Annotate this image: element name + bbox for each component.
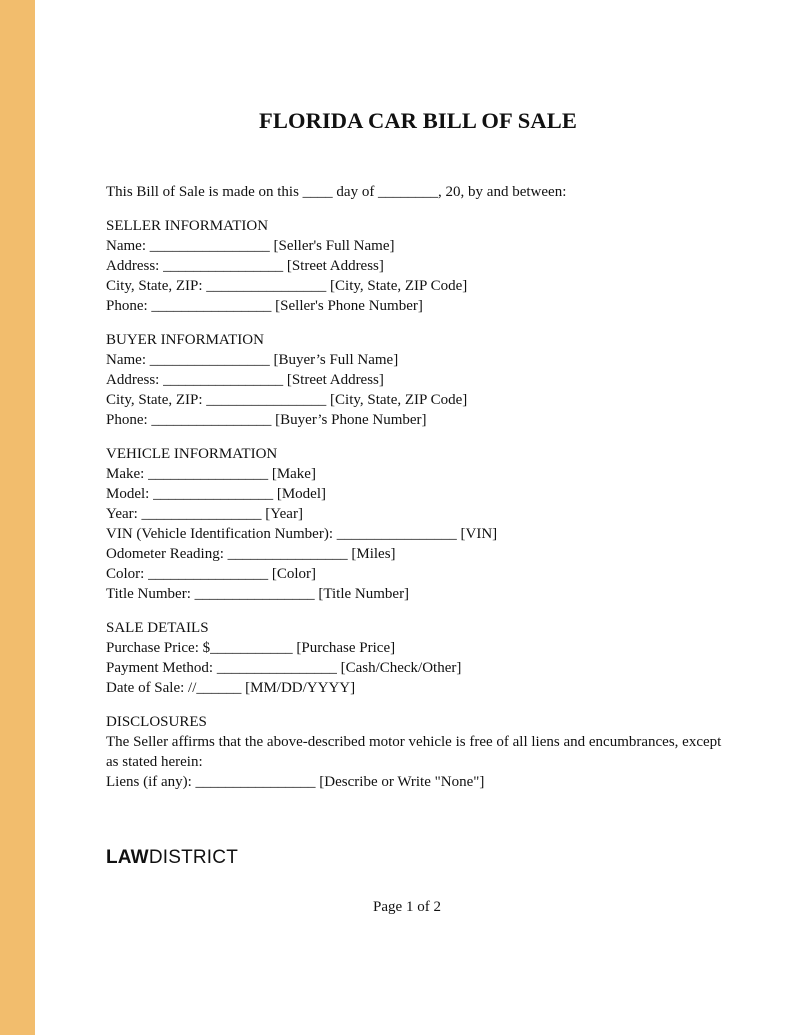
seller-heading: SELLER INFORMATION: [106, 218, 269, 234]
logo-word-district: DISTRICT: [148, 847, 239, 868]
sale-method-field: Payment Method: ________________ [Cash/Check/Other]: [106, 660, 462, 676]
seller-phone-field: Phone: ________________ [Seller's Phone Number]: [106, 298, 423, 314]
sale-price-field: Purchase Price: $___________ [Purchase Price]: [106, 640, 396, 656]
vehicle-odometer-field: Odometer Reading: ________________ [Miles]: [106, 546, 396, 562]
liens-field: Liens (if any): ________________ [Describe or Write "None"]: [106, 774, 485, 790]
vehicle-vin-field: VIN (Vehicle Identification Number): ________________ [VIN]: [106, 526, 498, 542]
seller-address-field: Address: ________________ [Street Address]: [106, 258, 384, 274]
seller-city-field: City, State, ZIP: ________________ [City, State, ZIP Code]: [106, 278, 468, 294]
buyer-phone-field: Phone: ________________ [Buyer’s Phone Number]: [106, 412, 427, 428]
logo-word-law: LAW: [106, 847, 149, 868]
vehicle-year-field: Year: ________________ [Year]: [106, 506, 303, 522]
buyer-address-field: Address: ________________ [Street Address]: [106, 372, 384, 388]
vehicle-color-field: Color: ________________ [Color]: [106, 566, 316, 582]
page-number: Page 1 of 2: [373, 899, 441, 915]
lawdistrict-logo: [106, 847, 238, 869]
disclosures-heading: DISCLOSURES: [106, 714, 207, 730]
buyer-name-field: Name: ________________ [Buyer’s Full Name]: [106, 352, 399, 368]
sale-heading: SALE DETAILS: [106, 620, 209, 636]
disclosures-text-line-1: The Seller affirms that the above-described motor vehicle is free of all liens and encumbrances, except: [106, 734, 722, 750]
disclosures-text-line-2: as stated herein:: [106, 754, 203, 770]
vehicle-heading: VEHICLE INFORMATION: [106, 446, 278, 462]
buyer-city-field: City, State, ZIP: ________________ [City, State, ZIP Code]: [106, 392, 468, 408]
intro-text: This Bill of Sale is made on this ____ day of ________, 20, by and between:: [106, 184, 567, 200]
vehicle-title-number-field: Title Number: ________________ [Title Number]: [106, 586, 410, 602]
sale-date-field: Date of Sale: //______ [MM/DD/YYYY]: [106, 680, 356, 696]
document-title: FLORIDA CAR BILL OF SALE: [259, 108, 577, 133]
vehicle-make-field: Make: ________________ [Make]: [106, 466, 316, 482]
seller-name-field: Name: ________________ [Seller's Full Name]: [106, 238, 395, 254]
vehicle-model-field: Model: ________________ [Model]: [106, 486, 326, 502]
buyer-heading: BUYER INFORMATION: [106, 332, 264, 348]
